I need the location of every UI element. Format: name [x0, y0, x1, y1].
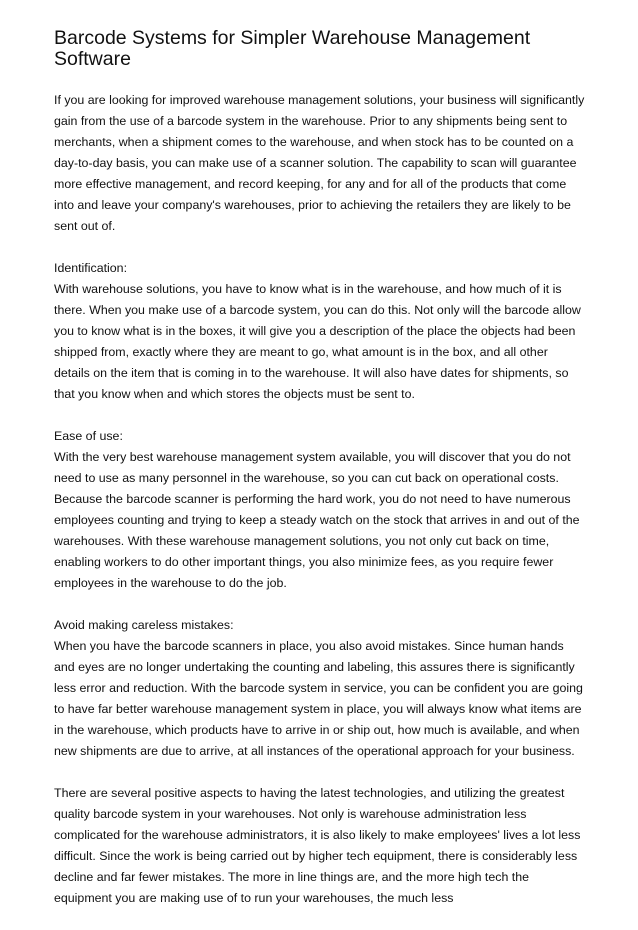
- paragraph-text: If you are looking for improved warehouse management solutions, your business will significantly gain from the use of a barcode system in the warehouse. Prior to any shipments being sent to merchants, when a shipment comes to the warehouse, and when stock has to be counted on a day-to-day basis, you can make use of a scanner solution. The capability to scan will guarantee more effective management, and record keeping, for any and for all of the products that come into and leave your company's warehouses, prior to achieving the retailers they are likely to be sent out of.: [54, 93, 585, 233]
- paragraph-text: There are several positive aspects to having the latest technologies, and utilizing the greatest quality barcode system in your warehouses. Not only is warehouse administration less complicated for the warehouse administrators, it is also likely to make employees' lives a lot less difficult. Since the work is being carried out by higher tech equipment, there is considerably less decline and far fewer mistakes. The more in line things are, and the more high tech the equipment you are making use of to run your warehouses, the much less: [54, 786, 581, 905]
- section-heading: Ease of use:: [54, 429, 123, 443]
- section-heading: Identification:: [54, 261, 128, 275]
- document-title: Barcode Systems for Simpler Warehouse Management Software: [54, 27, 531, 70]
- paragraph-text: When you have the barcode scanners in place, you also avoid mistakes. Since human hands and eyes are no longer undertaking the counting and labeling, this assures there is significantly less error and reduction. With the barcode system in service, you can be confident you are going to have far better warehouse management system in place, you will always know what items are in the warehouse, which products have to arrive in or ship out, how much is available, and when new shipments are due to arrive, at all instances of the operational approach for your business.: [54, 639, 583, 758]
- intro-paragraph: [54, 90, 586, 237]
- paragraph-text: With warehouse solutions, you have to know what is in the warehouse, and how much of it is there. When you make use of a barcode system, you can do this. Not only will the barcode allow you to know what is in the boxes, it will give you a description of the place the objects had been shipped from, exactly where they are meant to go, what amount is in the box, and all other details on the item that is coming in to the warehouse. It will also have dates for shipments, so that you know when and which stores the objects must be sent to.: [54, 282, 581, 401]
- avoid-mistakes-section: [54, 615, 586, 762]
- paragraph-text: With the very best warehouse management system available, you will discover that you do not need to use as many personnel in the warehouse, so you can cut back on operational costs. Because the barcode scanner is performing the hard work, you do not need to have numerous employees counting and trying to keep a steady watch on the stock that arrives in and out of the warehouses. With these warehouse management solutions, you not only cut back on time, enabling workers to do other important things, you also minimize fees, as you require fewer employees in the warehouse to do the job.: [54, 450, 580, 590]
- identification-section: [54, 258, 586, 405]
- section-heading: Avoid making careless mistakes:: [54, 618, 234, 632]
- document-page: [54, 28, 586, 930]
- ease-of-use-section: [54, 426, 586, 594]
- closing-paragraph: [54, 783, 586, 909]
